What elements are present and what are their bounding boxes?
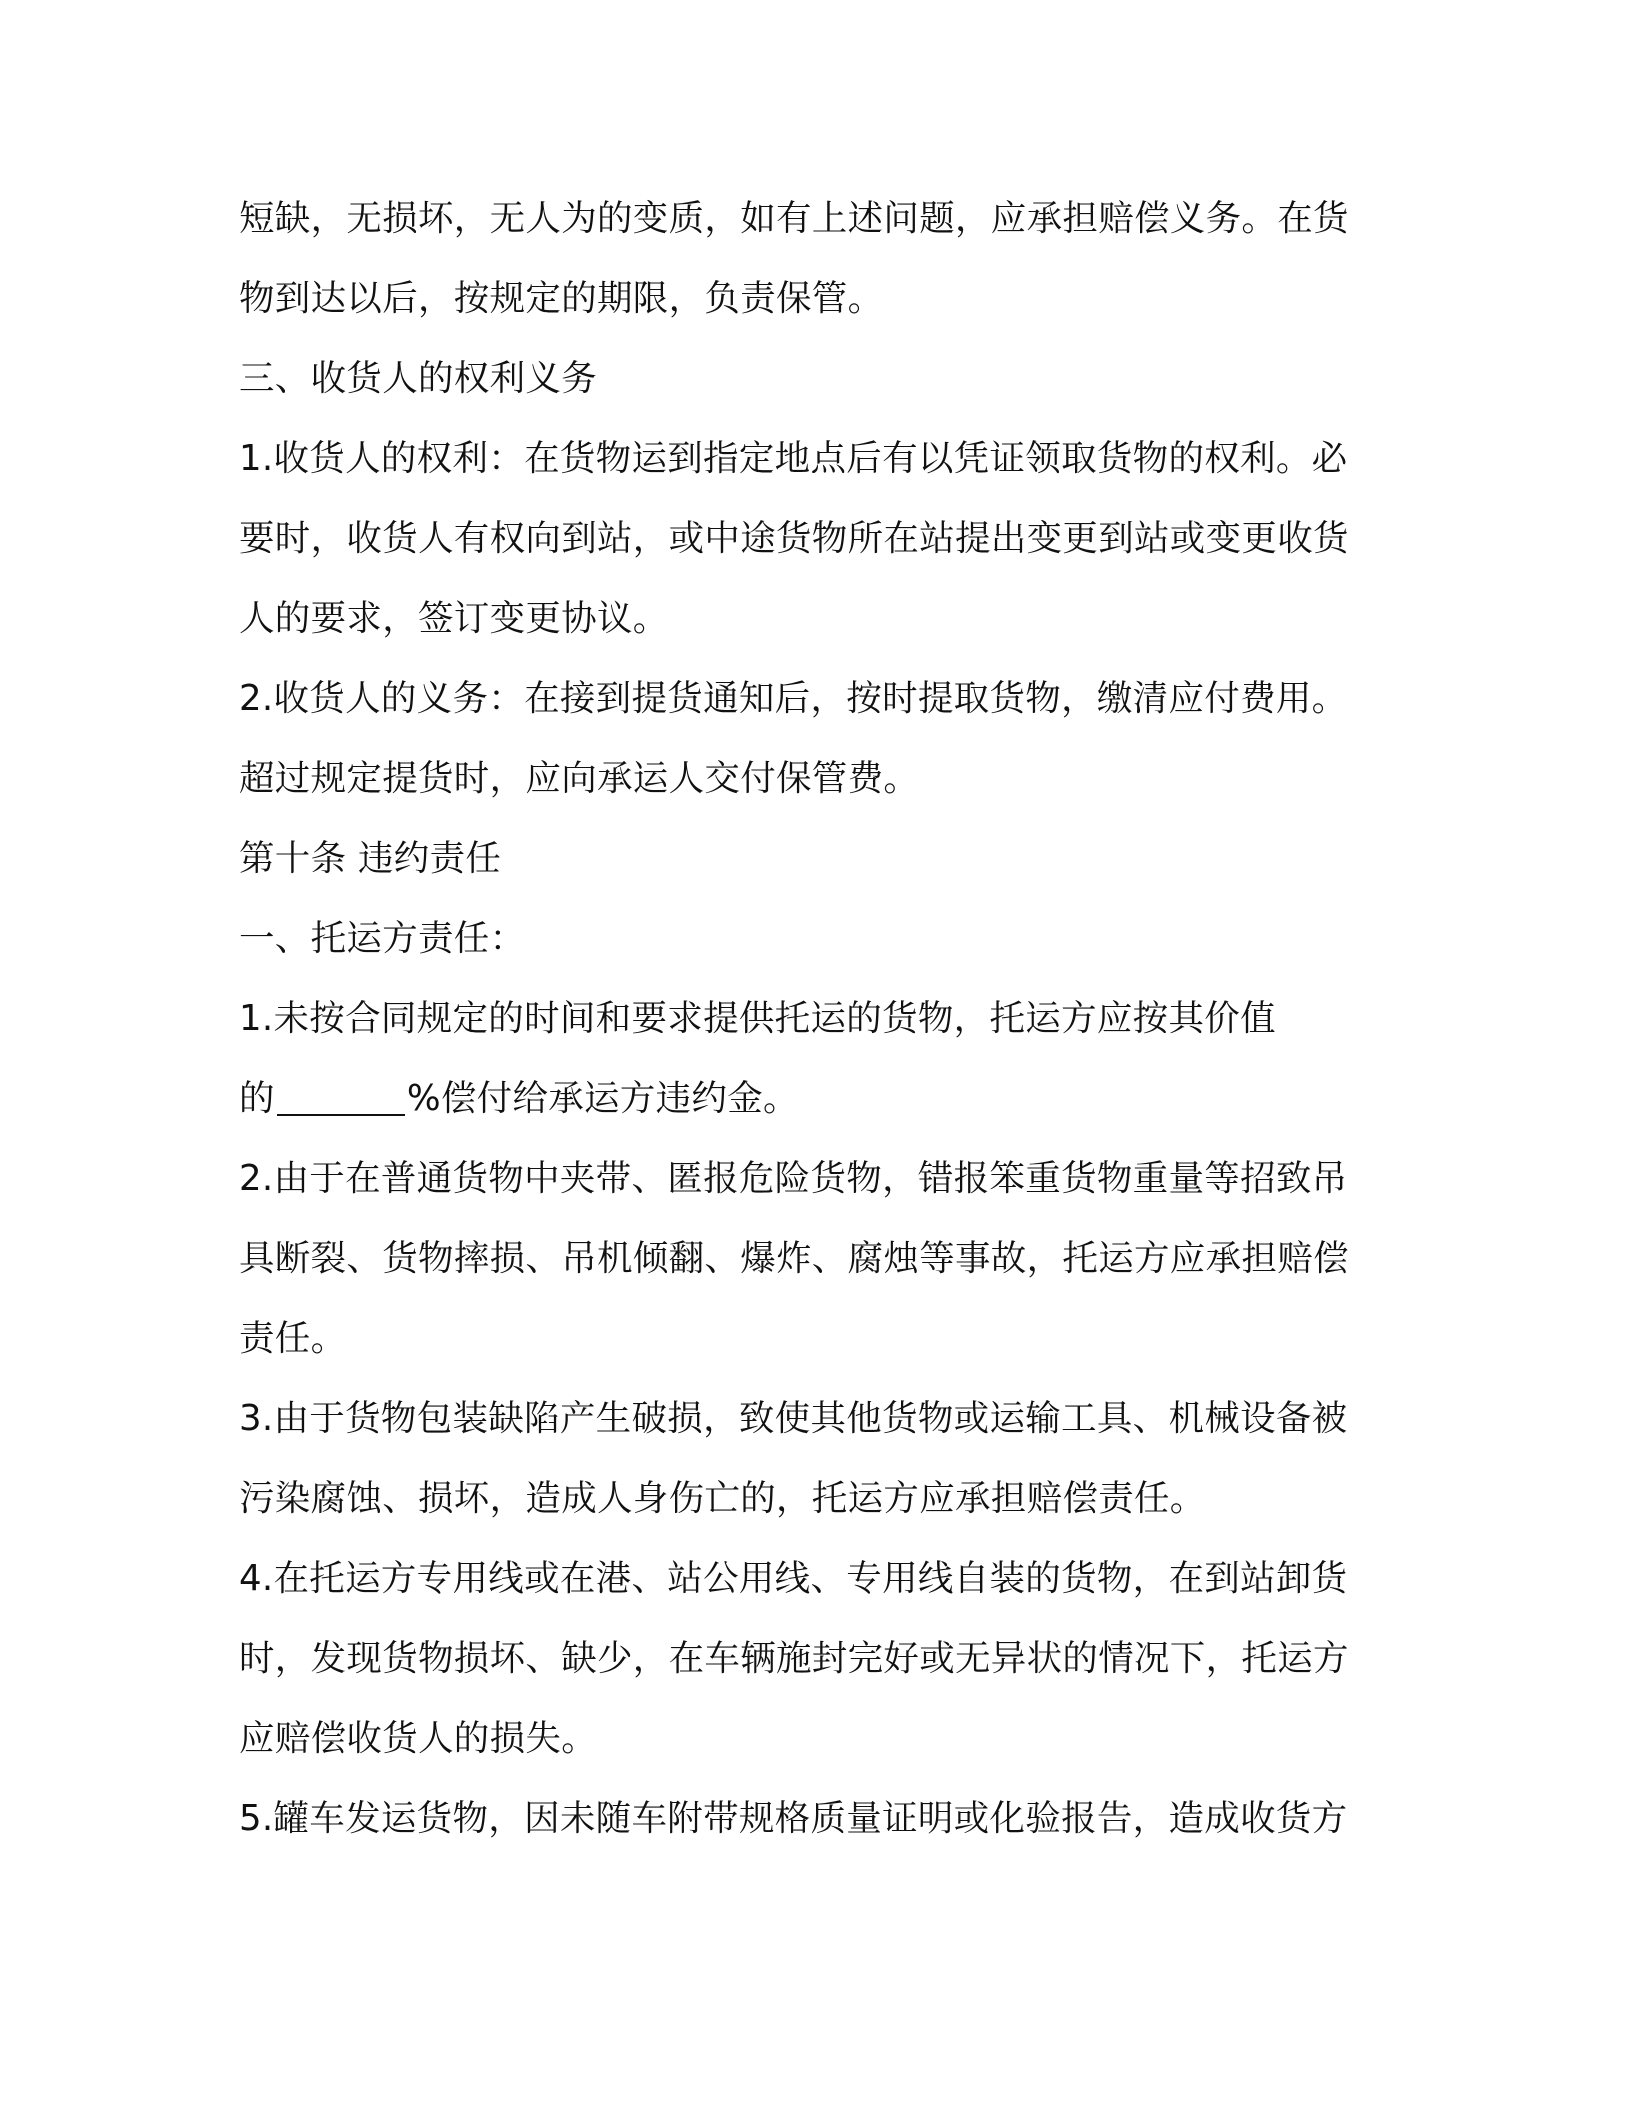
text-line: 5.罐车发运货物，因未随车附带规格质量证明或化验报告，造成收货方 [239, 1798, 1348, 1839]
text-line: 超过规定提货时，应向承运人交付保管费。 [239, 758, 920, 799]
fill-in-prefix: 的 [239, 1078, 275, 1119]
text-line: 短缺，无损坏，无人为的变质，如有上述问题，应承担赔偿义务。在货 [239, 198, 1349, 239]
text-line: 具断裂、货物摔损、吊机倾翻、爆炸、腐烛等事故，托运方应承担赔偿 [239, 1238, 1349, 1279]
text-line: 时，发现货物损坏、缺少，在车辆施封完好或无异状的情况下，托运方 [239, 1638, 1349, 1679]
text-line: 3.由于货物包装缺陷产生破损，致使其他货物或运输工具、机械设备被 [239, 1398, 1348, 1439]
text-line: 2.由于在普通货物中夹带、匿报危险货物，错报笨重货物重量等招致吊 [239, 1158, 1348, 1199]
article-heading: 第十条 违约责任 [239, 838, 502, 879]
section-heading: 一、托运方责任： [239, 918, 526, 959]
text-line: 应赔偿收货人的损失。 [239, 1718, 598, 1759]
text-line: 1.未按合同规定的时间和要求提供托运的货物，托运方应按其价值 [239, 998, 1276, 1039]
text-line: 物到达以后，按规定的期限，负责保管。 [239, 278, 884, 319]
section-heading: 三、收货人的权利义务 [239, 358, 598, 399]
percentage-blank [277, 1078, 405, 1116]
text-line: 人的要求，签订变更协议。 [239, 598, 669, 639]
text-line: 1.收货人的权利：在货物运到指定地点后有以凭证领取货物的权利。必 [239, 438, 1348, 479]
text-line: 2.收货人的义务：在接到提货通知后，按时提取货物，缴清应付费用。 [239, 678, 1348, 719]
text-line: 污染腐蚀、损坏，造成人身伤亡的，托运方应承担赔偿责任。 [239, 1478, 1206, 1519]
text-line: 责任。 [239, 1318, 347, 1359]
text-line: 要时，收货人有权向到站，或中途货物所在站提出变更到站或变更收货 [239, 518, 1349, 559]
fill-in-line [239, 1077, 1399, 1121]
fill-in-suffix: %偿付给承运方违约金。 [406, 1078, 799, 1119]
text-line: 4.在托运方专用线或在港、站公用线、专用线自装的货物，在到站卸货 [239, 1558, 1348, 1599]
